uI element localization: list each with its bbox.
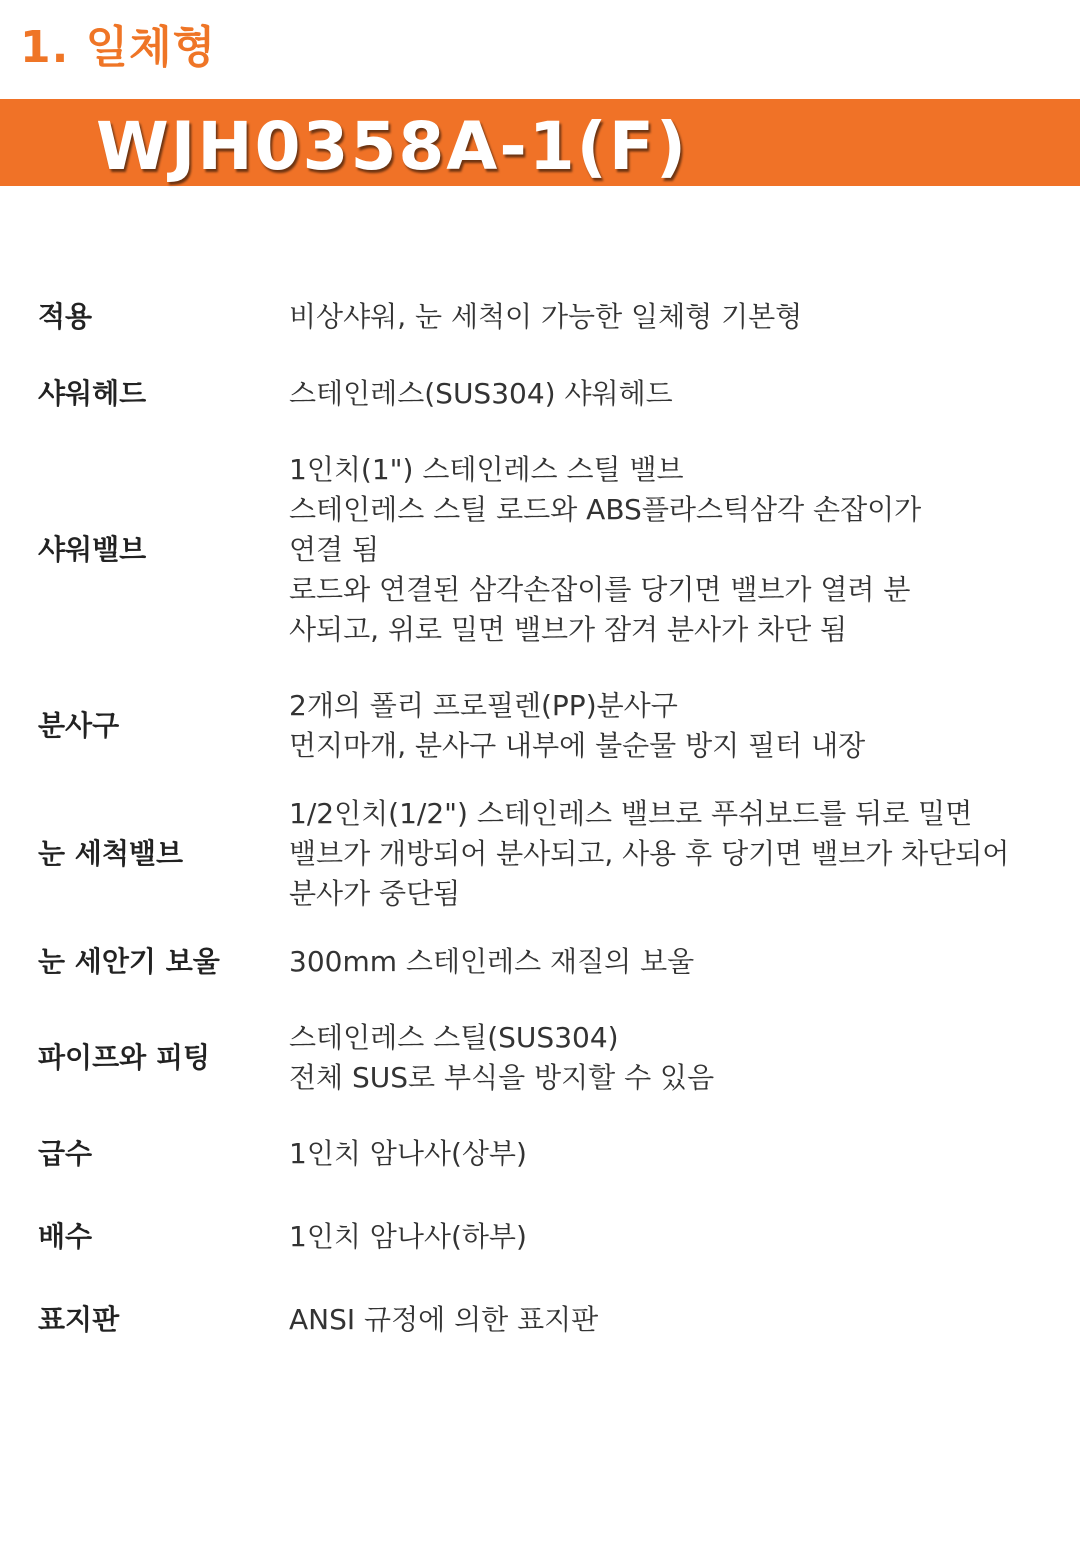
spec-value xyxy=(289,794,1048,914)
section-title: 1. 일체형 xyxy=(20,22,217,73)
spec-value-line: 스테인레스 스틸(SUS304) xyxy=(289,1021,619,1054)
spec-row-signboard xyxy=(38,1300,1048,1340)
spec-label: 적용 xyxy=(38,300,93,333)
spec-value-line: 분사가 중단됨 xyxy=(289,877,461,910)
spec-value-line: 스테인레스 스틸 로드와 ABS플라스틱삼각 손잡이가 xyxy=(289,493,922,526)
spec-label: 분사구 xyxy=(38,709,120,742)
spec-value xyxy=(289,374,1048,414)
spec-row-nozzle xyxy=(38,686,1048,766)
spec-value xyxy=(289,686,1048,766)
spec-row-shower-head xyxy=(38,374,1048,414)
spec-value-line: 1인치 암나사(하부) xyxy=(289,1220,527,1253)
model-banner xyxy=(0,99,1080,186)
spec-row-eyewash-bowl xyxy=(38,942,1048,982)
spec-row-eyewash-valve xyxy=(38,794,1048,914)
spec-label: 표지판 xyxy=(38,1303,120,1336)
spec-value-line: 1인치 암나사(상부) xyxy=(289,1137,527,1170)
spec-label: 눈 세안기 보울 xyxy=(38,945,220,978)
spec-label: 배수 xyxy=(38,1220,93,1253)
spec-value-line: 로드와 연결된 삼각손잡이를 당기면 밸브가 열려 분 xyxy=(289,573,911,606)
spec-value-line: 전체 SUS로 부식을 방지할 수 있음 xyxy=(289,1061,715,1094)
spec-label: 샤워헤드 xyxy=(38,377,147,410)
spec-value-line: 1/2인치(1/2") 스테인레스 밸브로 푸쉬보드를 뒤로 밀면 xyxy=(289,797,973,830)
spec-table xyxy=(38,296,1048,1340)
model-name: WJH0358A-1(F) xyxy=(96,108,689,185)
spec-row-water-supply xyxy=(38,1134,1048,1174)
spec-value-line: 먼지마개, 분사구 내부에 불순물 방지 필터 내장 xyxy=(289,729,866,762)
spec-value xyxy=(289,297,1048,337)
spec-value-line: 2개의 폴리 프로필렌(PP)분사구 xyxy=(289,689,678,722)
spec-row-drain xyxy=(38,1217,1048,1257)
spec-value-line: 300mm 스테인레스 재질의 보울 xyxy=(289,945,695,978)
spec-value xyxy=(289,450,1048,650)
spec-row-shower-valve xyxy=(38,450,1048,650)
spec-value xyxy=(289,1018,1048,1098)
spec-label: 급수 xyxy=(38,1137,93,1170)
spec-value-line: ANSI 규정에 의한 표지판 xyxy=(289,1303,599,1336)
spec-label: 눈 세척밸브 xyxy=(38,837,183,870)
spec-value-line: 비상샤워, 눈 세척이 가능한 일체형 기본형 xyxy=(289,300,803,333)
spec-row-pipe-fitting xyxy=(38,1018,1048,1098)
spec-value xyxy=(289,1217,1048,1257)
spec-value xyxy=(289,942,1048,982)
spec-row-application xyxy=(38,296,1048,338)
spec-value-line: 1인치(1") 스테인레스 스틸 밸브 xyxy=(289,453,684,486)
spec-label: 샤워밸브 xyxy=(38,533,147,566)
spec-value-line: 연결 됨 xyxy=(289,533,380,566)
spec-value xyxy=(289,1300,1048,1340)
spec-value xyxy=(289,1134,1048,1174)
spec-value-line: 스테인레스(SUS304) 샤워헤드 xyxy=(289,377,673,410)
spec-value-line: 밸브가 개방되어 분사되고, 사용 후 당기면 밸브가 차단되어 xyxy=(289,837,1010,870)
spec-label: 파이프와 피팅 xyxy=(38,1041,211,1074)
spec-value-line: 사되고, 위로 밀면 밸브가 잠겨 분사가 차단 됨 xyxy=(289,613,848,646)
